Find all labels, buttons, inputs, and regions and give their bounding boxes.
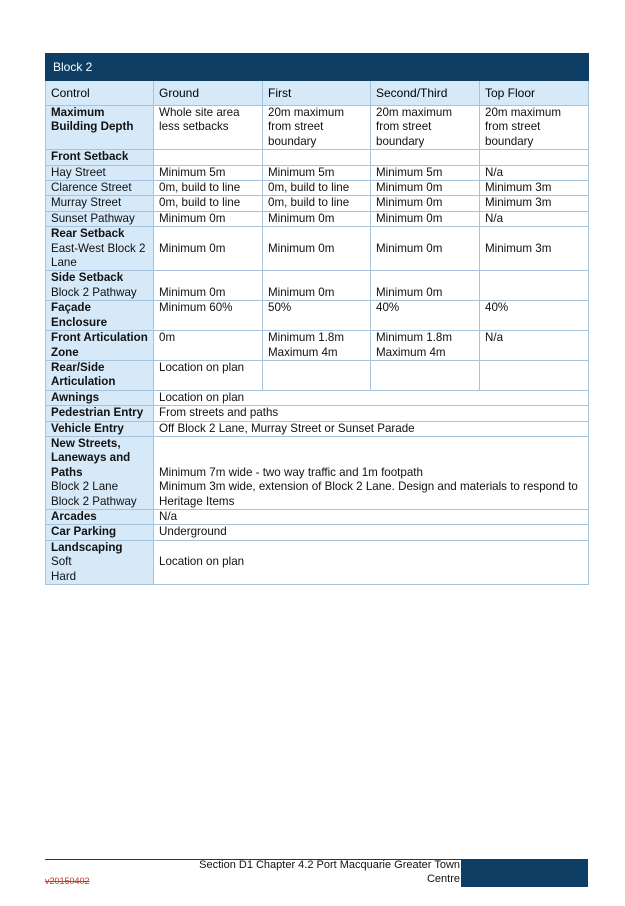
cell-first: Minimum 1.8m Maximum 4m [263, 331, 371, 361]
cell-first: 20m maximum from street boundary [263, 106, 371, 150]
cell-value: Off Block 2 Lane, Murray Street or Sunset Parade [154, 421, 589, 436]
row-label: Murray Street [46, 196, 154, 211]
table-header-row [46, 81, 589, 106]
cell-second: Minimum 0m [371, 211, 480, 226]
cell-first: 0m, build to line [263, 196, 371, 211]
row-label: Façade Enclosure [46, 301, 154, 331]
cell-ground: 0m, build to line [154, 196, 263, 211]
cell-value: Location on plan [154, 390, 589, 405]
table-row [46, 271, 589, 301]
cell-second: Minimum 0m [371, 271, 480, 301]
cell-ground: Whole site area less setbacks [154, 106, 263, 150]
table-row [46, 390, 589, 405]
row-label: Maximum Building Depth [46, 106, 154, 150]
cell-top: Minimum 3m [480, 227, 589, 271]
cell-value: Location on plan [154, 540, 589, 584]
row-label: Front Setback [46, 150, 154, 165]
header-ground: Ground [154, 81, 263, 106]
table-row [46, 181, 589, 196]
header-second-third: Second/Third [371, 81, 480, 106]
table-row [46, 540, 589, 584]
row-label: Car Parking [46, 525, 154, 540]
cell-ground: Minimum 0m [154, 211, 263, 226]
row-label: New Streets, Laneways and Paths Block 2 Lane Block 2 Pathway [46, 436, 154, 509]
cell-top: Minimum 3m [480, 196, 589, 211]
cell-second: Minimum 1.8m Maximum 4m [371, 331, 480, 361]
cell-top [480, 271, 589, 301]
row-label: Clarence Street [46, 181, 154, 196]
header-control: Control [46, 81, 154, 106]
table-row [46, 421, 589, 436]
table-row [46, 509, 589, 524]
cell-second: Minimum 0m [371, 181, 480, 196]
cell-top: N/a [480, 331, 589, 361]
table-row [46, 331, 589, 361]
cell-ground: 0m, build to line [154, 181, 263, 196]
table-title: Block 2 [46, 54, 589, 81]
table-row [46, 360, 589, 390]
row-label: Rear Setback East-West Block 2 Lane [46, 227, 154, 271]
row-label: Awnings [46, 390, 154, 405]
table-row [46, 106, 589, 150]
cell-value: N/a [154, 509, 589, 524]
row-label: Vehicle Entry [46, 421, 154, 436]
cell-ground: 0m [154, 331, 263, 361]
cell-second: Minimum 0m [371, 196, 480, 211]
cell-first: 0m, build to line [263, 181, 371, 196]
cell-second: 20m maximum from street boundary [371, 106, 480, 150]
cell-second: Minimum 0m [371, 227, 480, 271]
row-label: Hay Street [46, 165, 154, 180]
table-row [46, 196, 589, 211]
row-label: Side Setback Block 2 Pathway [46, 271, 154, 301]
cell-first: 50% [263, 301, 371, 331]
cell-first: Minimum 5m [263, 165, 371, 180]
cell-value: From streets and paths [154, 406, 589, 421]
cell-second: 40% [371, 301, 480, 331]
cell-ground: Minimum 0m [154, 227, 263, 271]
row-label: Pedestrian Entry [46, 406, 154, 421]
version-stamp: v20150402 [45, 876, 90, 886]
table-row [46, 301, 589, 331]
row-label: Sunset Pathway [46, 211, 154, 226]
table-row [46, 406, 589, 421]
header-top-floor: Top Floor [480, 81, 589, 106]
table-row [46, 150, 589, 165]
block-2-controls-table [45, 53, 589, 585]
footer-section-title: Section D1 Chapter 4.2 Port Macquarie Greater Town Centre [199, 859, 460, 885]
footer-accent-block [461, 859, 588, 887]
header-first: First [263, 81, 371, 106]
table-row [46, 525, 589, 540]
cell-ground: Minimum 0m [154, 271, 263, 301]
cell-ground: Location on plan [154, 360, 263, 390]
table-row [46, 165, 589, 180]
cell-value: Minimum 7m wide - two way traffic and 1m footpath Minimum 3m wide, extension of Block 2 Lane. Design and materials to respond to Heritage Items [154, 436, 589, 509]
cell-value: Underground [154, 525, 589, 540]
table-row [46, 211, 589, 226]
table-title-row [46, 54, 589, 81]
cell-top: Minimum 3m [480, 181, 589, 196]
cell-first: Minimum 0m [263, 227, 371, 271]
cell-first: Minimum 0m [263, 211, 371, 226]
cell-ground: Minimum 60% [154, 301, 263, 331]
cell-top: N/a [480, 165, 589, 180]
cell-top: 20m maximum from street boundary [480, 106, 589, 150]
table-row [46, 227, 589, 271]
row-label: Rear/Side Articulation [46, 360, 154, 390]
cell-top: 40% [480, 301, 589, 331]
row-label: Front Articulation Zone [46, 331, 154, 361]
cell-ground: Minimum 5m [154, 165, 263, 180]
cell-second: Minimum 5m [371, 165, 480, 180]
cell-top: N/a [480, 211, 589, 226]
row-label: Landscaping Soft Hard [46, 540, 154, 584]
row-label: Arcades [46, 509, 154, 524]
cell-first: Minimum 0m [263, 271, 371, 301]
table-row [46, 436, 589, 509]
